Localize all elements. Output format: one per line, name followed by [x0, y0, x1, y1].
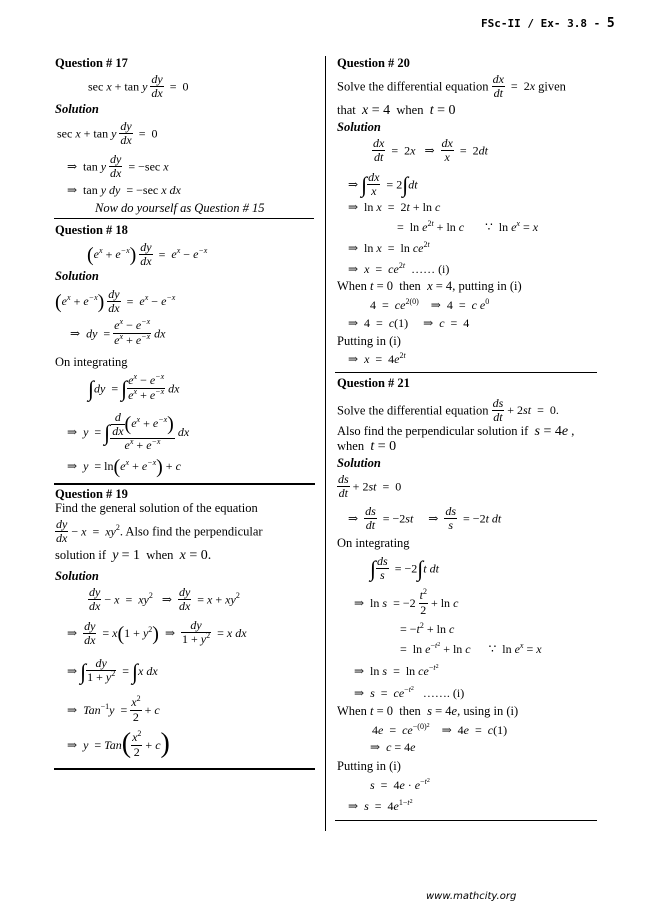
q18-on-integrating: On integrating	[55, 355, 128, 369]
q19-heading: Question # 19	[55, 487, 128, 501]
q20-separator	[335, 372, 597, 373]
q20-when-line: When t = 0 then x = 4, putting in (i)	[337, 279, 522, 293]
q21-step-3: ∫ $\frac{ds}{s}$ = −2∫t dt	[370, 554, 439, 582]
q21-heading: Question # 21	[337, 376, 410, 390]
q21-putting-in: Putting in (i)	[337, 759, 401, 773]
q17-step-1: sec x + tan y $\frac{dy}{dx}$ = 0	[57, 119, 158, 147]
q21-when: When	[337, 704, 367, 718]
q20-line-2: that x = 4 when t = 0	[337, 103, 456, 118]
q17-equation: sec x + tan y $\frac{dy}{dx}$ = 0	[88, 72, 189, 100]
q21-line-1: Solve the differential equation $\frac{ds}{dt}$ + 2st = 0.	[337, 396, 559, 424]
q21-on-integrating: On integrating	[337, 536, 410, 550]
q20-line-2b: when	[396, 103, 424, 117]
footer-website: www.mathcity.org	[426, 891, 517, 902]
q21-eq-i: ……. (i)	[422, 686, 465, 700]
q19-step-1: $\frac{dy}{dx}$ − $x = xy^2$ ⇒ $\frac{dy}{dx}$ = $x + xy^2$	[89, 585, 240, 613]
q18-step-5: ⇒ $y = \ln(e^x + e^{-x}) + c$	[67, 456, 181, 478]
q20-putting: , putting in (i)	[452, 279, 522, 293]
q17-step-2: ⇒ tan y $\frac{dy}{dx}$ = −sec x	[67, 152, 169, 180]
q18-heading: Question # 18	[55, 223, 128, 237]
q17-step-3: ⇒ tan y dy = −sec x dx	[67, 183, 181, 197]
q18-step-1: $(e^x + e^{-x})$ $\frac{dy}{dx}$ = $e^x - e^{-x}$	[55, 287, 176, 315]
q20-when: When	[337, 279, 367, 293]
q20-putting-in: Putting in (i)	[337, 334, 401, 348]
q21-line-1-text: Solve the differential equation	[337, 403, 489, 418]
q18-step-4: ⇒ y = ∫ $\frac{d}{dx}$ $(e^x + e^{-x})$ $e^x + e^{-x}$ dx	[67, 410, 190, 452]
q21-step-2: ⇒ $\frac{ds}{dt}$ = −2st ⇒ $\frac{ds}{s}$ = −2t dt	[348, 504, 502, 532]
q21-step-4: ⇒ ln s = −2 $\frac{t^2}{2}$ + ln c	[354, 587, 459, 617]
q19-line-2-text: . Also find the perpendicular	[119, 524, 263, 539]
page-number: 5	[606, 16, 615, 31]
q21-line-3: when t = 0	[337, 439, 397, 454]
q20-step-8: ⇒ 4 = c(1) ⇒ c = 4	[348, 316, 470, 330]
q19-line-3a: solution if	[55, 548, 107, 562]
q20-step-1: $\frac{dx}{dt}$ = 2x ⇒ $\frac{dx}{x}$ = 2dt	[373, 136, 488, 164]
q20-line-1b: given	[538, 79, 566, 94]
q20-step-4: = $\ln e^{2t} + \ln c$ ∵ $\ln e^x = x$	[397, 219, 539, 234]
q19-line-2: $\frac{dy}{dx}$ − $x = xy^2$. Also find the perpendicular	[56, 517, 263, 545]
q19-step-4: ⇒ Tan$^{-1}$y = $\frac{x^2}{2}$ + c	[67, 694, 160, 724]
q17-heading: Question # 17	[55, 56, 128, 70]
q17-note: Now do yourself as Question # 15	[95, 201, 265, 215]
q21-step-6: = $\ln e^{-t^2} + \ln c$ ∵ $\ln e^x = x$	[400, 641, 542, 656]
q21-step-5: = $-t^2 + \ln c$	[400, 621, 455, 636]
q20-solution-label: Solution	[337, 120, 381, 134]
q21-step-1: $\frac{ds}{dt}$ + 2st = 0	[338, 472, 402, 500]
q21-line-3-text: when	[337, 439, 365, 453]
q21-line-2: Also find the perpendicular solution if s = 4e ,	[337, 424, 575, 439]
q19-line-1: Find the general solution of the equation	[55, 501, 258, 515]
q21-separator	[335, 820, 597, 821]
q21-step-12: ⇒ $s = 4e^{1-t^2}$	[348, 798, 413, 813]
q21-then: then	[399, 704, 421, 718]
q20-step-9: ⇒ $x = 4e^{2t}$	[348, 351, 406, 366]
q21-step-7: ⇒ $\ln s = \ln ce^{-t^2}$	[354, 663, 439, 678]
q18-solution-label: Solution	[55, 269, 99, 283]
q19-line-3: solution if y = 1 when x = 0.	[55, 548, 212, 563]
q19-separator	[54, 768, 315, 770]
q21-line-2-text: Also find the perpendicular solution if	[337, 424, 529, 438]
q19-step-3: ⇒ ∫ $\frac{dy}{1 + y^2}$ = ∫x dx	[67, 656, 158, 684]
q21-step-9: $4e = ce^{-(0)^2}$ ⇒ 4e = c(1)	[372, 722, 508, 737]
q19-step-2: ⇒ $\frac{dy}{dx}$ = $x(1 + y^2)$ ⇒ $\frac{dy}{1 + y^2}$ = x dx	[67, 618, 247, 647]
q18-equation: $(e^x + e^{-x})$ $\frac{dy}{dx}$ = $e^x - e^{-x}$	[87, 240, 208, 268]
q21-step-8: ⇒ $s = ce^{-t^2}$ ……. (i)	[354, 685, 465, 700]
q20-heading: Question # 20	[337, 56, 410, 70]
q21-when-line: When t = 0 then s = 4e, using in (i)	[337, 704, 519, 718]
q18-separator	[54, 483, 315, 485]
q20-step-2: ⇒ ∫ $\frac{dx}{x}$ = 2∫dt	[348, 170, 418, 198]
q20-line-1a: Solve the differential equation	[337, 79, 489, 94]
q20-step-7: $4 = ce^{2(0)}$ ⇒ 4 = c $e^0$	[370, 297, 490, 312]
q20-step-3: ⇒ ln x = 2t + ln c	[348, 200, 441, 214]
q20-line-2a: that	[337, 103, 356, 117]
page-header	[481, 17, 615, 30]
q19-step-5: ⇒ y = Tan( $\frac{x^2}{2}$ + c)	[67, 727, 170, 759]
q19-solution-label: Solution	[55, 569, 99, 583]
q20-step-5: ⇒ $\ln x = \ln ce^{2t}$	[348, 240, 430, 255]
q18-step-2: ⇒ dy = $\frac{e^x - e^{-x}}{e^x + e^{-x}}$ dx	[70, 317, 166, 347]
q17-solution-label: Solution	[55, 102, 99, 116]
q18-step-3: ∫dy = ∫ $\frac{e^x - e^{-x}}{e^x + e^{-x}}$ dx	[88, 372, 180, 402]
q17-separator	[54, 218, 314, 219]
q20-then: then	[399, 279, 421, 293]
q19-line-3b: when	[146, 548, 174, 562]
header-title: FSc-II / Ex- 3.8 -	[481, 17, 607, 30]
column-divider	[325, 56, 326, 831]
q20-line-1: Solve the differential equation $\frac{dx}{dt}$ = 2x given	[337, 72, 566, 100]
q20-eq-i: …… (i)	[411, 262, 450, 276]
q21-solution-label: Solution	[337, 456, 381, 470]
q21-step-11: $s = 4e \cdot e^{-t^2}$	[370, 777, 430, 792]
q21-using: , using in (i)	[457, 704, 519, 718]
q20-step-6: ⇒ $x = ce^{2t}$ …… (i)	[348, 261, 450, 276]
q21-step-10: ⇒ c = 4e	[370, 740, 416, 754]
